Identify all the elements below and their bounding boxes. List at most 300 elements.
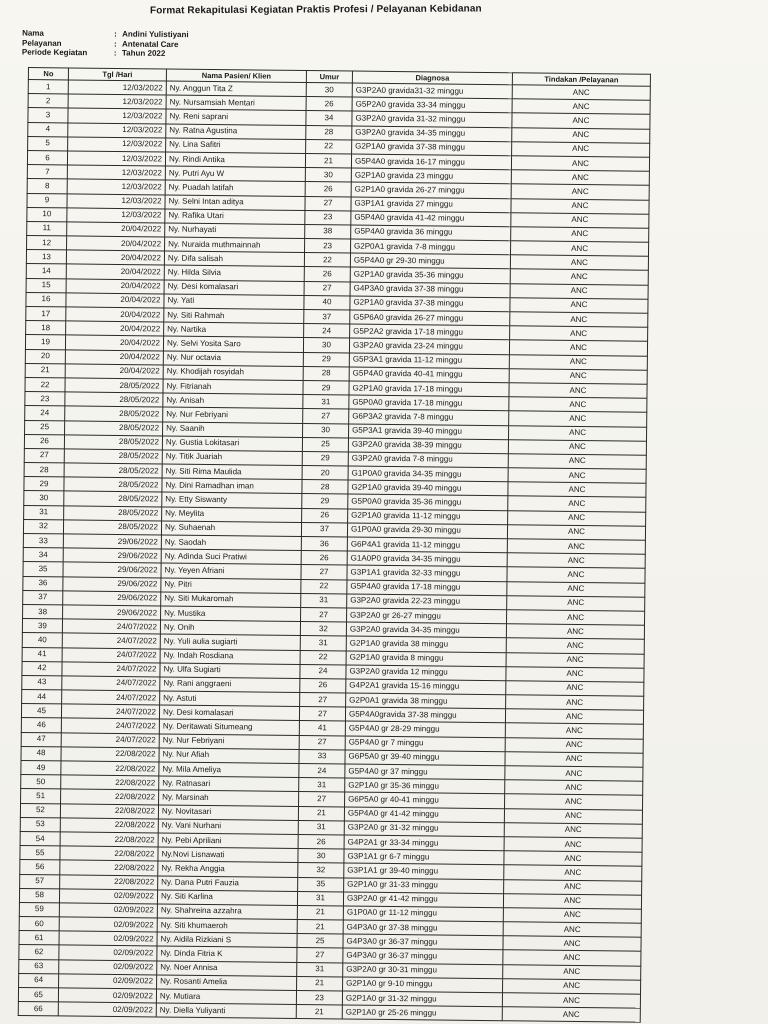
diagnosis: G4P3A0 gr 37-38 minggu: [343, 920, 503, 936]
diagnosis: G2P1A0 gr 31-32 minggu: [342, 991, 502, 1007]
service-type: ANC: [512, 127, 650, 143]
diagnosis: G2P1A0 gravida 26-27 minggu: [351, 182, 511, 198]
patient-age: 29: [303, 352, 349, 367]
service-type: ANC: [509, 340, 647, 356]
visit-date: 20/04/2022: [66, 279, 164, 294]
column-header-date: Tgl /Hari: [68, 68, 166, 81]
visit-date: 28/05/2022: [64, 506, 162, 521]
service-type: ANC: [512, 113, 650, 129]
row-number: 6: [27, 150, 67, 165]
service-type: ANC: [505, 737, 643, 753]
service-type: ANC: [510, 298, 648, 314]
row-number: 21: [25, 363, 65, 378]
diagnosis: G3P2A0 gr 41-42 minggu: [343, 892, 503, 908]
diagnosis: G2P1A0 gravida 37-38 minggu: [352, 140, 512, 156]
service-type: ANC: [507, 553, 645, 569]
patient-age: 31: [301, 593, 347, 608]
diagnosis: G6P5A0 gr 39-40 minggu: [345, 750, 505, 766]
row-number: 50: [21, 775, 61, 790]
patient-age: 30: [298, 849, 344, 864]
diagnosis: G4P2A1 gravida 15-16 minggu: [346, 679, 506, 695]
patient-name: Ny. Saanih: [163, 421, 303, 437]
service-type: ANC: [511, 184, 649, 200]
patient-age: 26: [304, 267, 350, 282]
document-meta: [22, 29, 322, 60]
patient-name: Ny. Titik Juariah: [162, 450, 302, 466]
visit-date: 12/03/2022: [67, 208, 165, 223]
patient-age: 27: [304, 281, 350, 296]
visit-date: 22/08/2022: [60, 860, 158, 875]
patient-age: 30: [305, 168, 351, 183]
visit-date: 12/03/2022: [67, 193, 165, 208]
visit-date: 12/03/2022: [68, 122, 166, 137]
diagnosis: G2P1A0 gravida 11-12 minggu: [348, 509, 508, 525]
meta-label: Pelayanan: [21, 38, 62, 48]
service-type: ANC: [507, 610, 645, 626]
diagnosis: G1P0A0 gravida 29-30 minggu: [347, 523, 507, 539]
patient-name: Ny. Saodah: [161, 535, 301, 551]
service-type: ANC: [505, 723, 643, 739]
patient-age: 22: [301, 579, 347, 594]
row-number: 32: [23, 519, 63, 534]
patient-age: 32: [300, 622, 346, 637]
patient-name: Ny. Nuraida muthmainnah: [165, 237, 305, 253]
patient-name: Ny. Siti Mukaromah: [161, 592, 301, 608]
row-number: 40: [22, 633, 62, 648]
service-type: ANC: [510, 326, 648, 342]
row-number: 42: [22, 661, 62, 676]
row-number: 37: [23, 590, 63, 605]
visit-date: 29/06/2022: [63, 576, 161, 591]
visit-date: 24/07/2022: [61, 718, 159, 733]
service-type: ANC: [502, 993, 640, 1009]
patient-age: 28: [303, 366, 349, 381]
diagnosis: G6P4A1 gravida 11-12 minggu: [347, 537, 507, 553]
row-number: 65: [18, 987, 58, 1002]
diagnosis: G2P1A0 gravida 8 minggu: [346, 650, 506, 666]
patient-name: Ny. Reni saprani: [166, 109, 306, 125]
diagnosis: G5P4A0 gravida 41-42 minggu: [351, 211, 511, 227]
service-type: ANC: [509, 354, 647, 370]
row-number: 14: [26, 264, 66, 279]
meta-label: Periode Kegiatan: [21, 47, 88, 58]
service-type: ANC: [506, 695, 644, 711]
patient-age: 24: [300, 664, 346, 679]
patient-age: 31: [303, 395, 349, 410]
visit-date: 29/06/2022: [63, 534, 161, 549]
patient-age: 27: [299, 792, 345, 807]
diagnosis: G2P1A0 gr 9-10 minggu: [343, 977, 503, 993]
visit-date: 24/07/2022: [62, 633, 160, 648]
row-number: 49: [21, 760, 61, 775]
patient-age: 31: [297, 962, 343, 977]
diagnosis: G5P4A0 gr 37 minggu: [345, 764, 505, 780]
patient-name: Ny. Putri Ayu W: [165, 166, 305, 182]
visit-date: 20/04/2022: [66, 250, 164, 265]
service-type: ANC: [512, 141, 650, 157]
patient-age: 21: [298, 806, 344, 821]
row-number: 18: [26, 321, 66, 336]
diagnosis: G5P0A0 gravida 17-18 minggu: [349, 395, 509, 411]
patient-age: 24: [304, 324, 350, 339]
row-number: 54: [20, 831, 60, 846]
patient-age: 30: [303, 338, 349, 353]
service-type: ANC: [509, 411, 647, 427]
meta-row: Pelayanan : Antenatal Care: [21, 38, 179, 49]
service-type: ANC: [503, 950, 641, 966]
diagnosis: G3P2A0 gravida 34-35 minggu: [346, 622, 506, 638]
patient-name: Ny. Siti khumaeroh: [157, 918, 297, 934]
service-type: ANC: [509, 383, 647, 399]
patient-name: Ny. Nursamsiah Mentari: [166, 95, 306, 111]
visit-date: 20/04/2022: [66, 307, 164, 322]
patient-name: Ny. Dini Ramadhan iman: [162, 478, 302, 494]
diagnosis: G3P2A0 gravida 34-35 minggu: [352, 126, 512, 142]
service-type: ANC: [509, 397, 647, 413]
patient-age: 27: [303, 409, 349, 424]
patient-name: Ny. Lina Safitri: [166, 138, 306, 154]
patient-age: 35: [298, 877, 344, 892]
patient-name: Ny. Vani Nurhani: [158, 819, 298, 835]
diagnosis: G3P2A0 gravida 7-8 minggu: [348, 452, 508, 468]
patient-age: 41: [299, 721, 345, 736]
service-type: ANC: [505, 709, 643, 725]
patient-age: 21: [297, 905, 343, 920]
diagnosis: G2P0A1 gravida 7-8 minggu: [351, 239, 511, 255]
row-number: 13: [26, 250, 66, 265]
patient-age: 31: [299, 778, 345, 793]
row-number: 44: [22, 690, 62, 705]
visit-date: 22/08/2022: [60, 846, 158, 861]
row-number: 29: [24, 477, 64, 492]
patient-age: 27: [299, 707, 345, 722]
patient-age: 21: [296, 1005, 342, 1020]
visit-date: 22/08/2022: [60, 874, 158, 889]
diagnosis: G5P4A0 gravida 40-41 minggu: [349, 367, 509, 383]
patient-age: 33: [299, 749, 345, 764]
service-type: ANC: [506, 666, 644, 682]
row-number: 20: [25, 349, 65, 364]
row-number: 12: [27, 236, 67, 251]
patient-name: Ny. Shahreina azzahra: [157, 904, 297, 920]
patient-age: 25: [302, 437, 348, 452]
diagnosis: G3P1A1 gravida 32-33 minggu: [347, 565, 507, 581]
patient-name: Ny. Mustika: [161, 606, 301, 622]
visit-date: 02/09/2022: [59, 945, 157, 960]
visit-date: 20/04/2022: [65, 364, 163, 379]
visit-date: 02/09/2022: [58, 988, 156, 1003]
diagnosis: G4P3A0 gr 36-37 minggu: [343, 934, 503, 950]
row-number: 47: [21, 732, 61, 747]
diagnosis: G3P2A0 gravida 38-39 minggu: [348, 438, 508, 454]
recap-table-wrapper: [18, 67, 651, 1023]
patient-age: 31: [300, 636, 346, 651]
patient-age: 34: [306, 111, 352, 126]
visit-date: 28/05/2022: [65, 378, 163, 393]
recap-table: [18, 67, 651, 1023]
visit-date: 12/03/2022: [67, 165, 165, 180]
diagnosis: G5P4A0gravida 37-38 minggu: [345, 707, 505, 723]
patient-name: Ny. Marsinah: [159, 790, 299, 806]
patient-age: 23: [296, 990, 342, 1005]
service-type: ANC: [508, 468, 646, 484]
diagnosis: G2P1A0 gravida 17-18 minggu: [349, 381, 509, 397]
row-number: 10: [27, 207, 67, 222]
service-type: ANC: [508, 482, 646, 498]
patient-age: 36: [301, 536, 347, 551]
visit-date: 12/03/2022: [68, 108, 166, 123]
service-type: ANC: [504, 822, 642, 838]
row-number: 62: [19, 945, 59, 960]
diagnosis: G6P3A2 gravida 7-8 minggu: [349, 409, 509, 425]
patient-name: Ny. Gustia Lokitasari: [162, 436, 302, 452]
service-type: ANC: [505, 780, 643, 796]
patient-name: Ny. Desi komalasari: [159, 705, 299, 721]
row-number: 38: [23, 604, 63, 619]
service-type: ANC: [512, 85, 650, 101]
patient-name: Ny. Yuli aulia sugiarti: [160, 634, 300, 650]
visit-date: 02/09/2022: [59, 974, 157, 989]
meta-value: Tahun 2022: [121, 48, 166, 58]
patient-name: Ny. Fitrianah: [163, 379, 303, 395]
patient-age: 26: [298, 834, 344, 849]
row-number: 59: [19, 902, 59, 917]
patient-age: 23: [305, 239, 351, 254]
patient-age: 21: [297, 976, 343, 991]
row-number: 43: [22, 675, 62, 690]
visit-date: 02/09/2022: [59, 931, 157, 946]
visit-date: 22/08/2022: [61, 775, 159, 790]
patient-name: Ny. Mila Ameliya: [159, 762, 299, 778]
diagnosis: G3P2A0 gr 31-32 minggu: [344, 821, 504, 837]
diagnosis: G3P1A1 gravida 27 minggu: [351, 197, 511, 213]
patient-name: Ny. Nur Febriyani: [163, 407, 303, 423]
visit-date: 12/03/2022: [67, 151, 165, 166]
row-number: 2: [28, 94, 68, 109]
diagnosis: G5P3A1 gravida 39-40 minggu: [349, 423, 509, 439]
service-type: ANC: [510, 269, 648, 285]
row-number: 41: [22, 647, 62, 662]
patient-name: Ny. Rindi Antika: [165, 152, 305, 168]
document-title: Format Rekapitulasi Kegiatan Praktis Profesi / Pelayanan Kebidanan: [149, 3, 482, 17]
diagnosis: G3P2A0 gravida 22-23 minggu: [347, 594, 507, 610]
patient-name: Ny. Meylita: [162, 507, 302, 523]
patient-age: 24: [299, 763, 345, 778]
diagnosis: G3P2A0 gr 26-27 minggu: [347, 608, 507, 624]
row-number: 56: [20, 860, 60, 875]
diagnosis: G2P1A0 gravida 23 minggu: [351, 168, 511, 184]
service-type: ANC: [511, 170, 649, 186]
visit-date: 02/09/2022: [59, 917, 157, 932]
service-type: ANC: [503, 922, 641, 938]
service-type: ANC: [508, 425, 646, 441]
visit-date: 20/04/2022: [66, 264, 164, 279]
patient-age: 27: [300, 693, 346, 708]
patient-name: Ny. Anggun Tita Z: [166, 81, 306, 97]
meta-row: Periode Kegiatan : Tahun 2022: [21, 47, 166, 58]
visit-date: 28/05/2022: [64, 435, 162, 450]
patient-age: 30: [303, 423, 349, 438]
row-number: 61: [19, 931, 59, 946]
visit-date: 20/04/2022: [66, 321, 164, 336]
visit-date: 28/05/2022: [63, 520, 161, 535]
column-header-no: No: [28, 68, 68, 80]
patient-age: 22: [300, 650, 346, 665]
diagnosis: G5P2A0 gravida 33-34 minggu: [352, 97, 512, 113]
patient-name: Ny. Nurhayati: [165, 223, 305, 239]
diagnosis: G5P4A0 gr 7 minggu: [345, 736, 505, 752]
row-number: 19: [25, 335, 65, 350]
service-type: ANC: [511, 227, 649, 243]
row-number: 58: [19, 888, 59, 903]
visit-date: 12/03/2022: [68, 94, 166, 109]
patient-name: Ny. Siti Karlina: [157, 890, 297, 906]
service-type: ANC: [502, 1007, 640, 1023]
service-type: ANC: [508, 496, 646, 512]
visit-date: 28/05/2022: [64, 491, 162, 506]
row-number: 64: [19, 973, 59, 988]
patient-name: Ny. Dana Putri Fauzia: [158, 875, 298, 891]
patient-age: 26: [301, 551, 347, 566]
visit-date: 28/05/2022: [64, 463, 162, 478]
diagnosis: G2P1A0 gravida 37-38 minggu: [350, 296, 510, 312]
diagnosis: G3P2A0 gravida 12 minggu: [346, 665, 506, 681]
visit-date: 29/06/2022: [63, 548, 161, 563]
column-header-patient-name: Nama Pasien/ Klien: [166, 69, 306, 83]
patient-age: 29: [302, 451, 348, 466]
patient-name: Ny. Aidila Rizkiani S: [157, 932, 297, 948]
visit-date: 20/04/2022: [67, 222, 165, 237]
row-number: 8: [27, 179, 67, 194]
visit-date: 12/03/2022: [67, 179, 165, 194]
patient-name: Ny. Dinda Fitria K: [157, 946, 297, 962]
service-type: ANC: [507, 595, 645, 611]
visit-date: 28/05/2022: [64, 449, 162, 464]
patient-name: Ny. Nartika: [164, 322, 304, 338]
row-number: 16: [26, 292, 66, 307]
diagnosis: G5P3A1 gravida 11-12 minggu: [349, 353, 509, 369]
diagnosis: G4P3A0 gr 36-37 minggu: [343, 948, 503, 964]
diagnosis: G2P1A0 gr 25-26 minggu: [342, 1005, 502, 1021]
patient-name: Ny. Hilda Silvia: [164, 265, 304, 281]
row-number: 35: [23, 562, 63, 577]
diagnosis: G1P0A0 gravida 34-35 minggu: [348, 466, 508, 482]
visit-date: 22/08/2022: [61, 747, 159, 762]
visit-date: 02/09/2022: [59, 903, 157, 918]
visit-date: 24/07/2022: [61, 733, 159, 748]
diagnosis: G2P1A0 gr 31-33 minggu: [344, 877, 504, 893]
visit-date: 22/08/2022: [61, 789, 159, 804]
service-type: ANC: [510, 241, 648, 257]
patient-name: Ny. Ulfa Sugiarti: [160, 663, 300, 679]
row-number: 4: [28, 122, 68, 137]
service-type: ANC: [506, 681, 644, 697]
service-type: ANC: [508, 510, 646, 526]
service-type: ANC: [503, 893, 641, 909]
diagnosis: G5P0A0 gravida 35-36 minggu: [348, 494, 508, 510]
diagnosis: G1A0P0 gravida 34-35 minggu: [347, 551, 507, 567]
service-type: ANC: [507, 567, 645, 583]
patient-age: 37: [304, 309, 350, 324]
patient-name: Ny. Adinda Suci Pratiwi: [161, 549, 301, 565]
service-type: ANC: [507, 539, 645, 555]
patient-name: Ny. Rosanti Amelia: [157, 975, 297, 991]
patient-age: 22: [306, 139, 352, 154]
patient-age: 20: [302, 466, 348, 481]
patient-age: 27: [297, 948, 343, 963]
service-type: ANC: [504, 851, 642, 867]
service-type: ANC: [506, 652, 644, 668]
visit-date: 02/09/2022: [59, 889, 157, 904]
diagnosis: G3P1A1 gr 39-40 minggu: [344, 863, 504, 879]
row-number: 7: [27, 165, 67, 180]
diagnosis: G3P2A0 gravida 23-24 minggu: [349, 338, 509, 354]
patient-age: 26: [300, 678, 346, 693]
row-number: 39: [22, 619, 62, 634]
patient-name: Ny. Diella Yuliyanti: [156, 1003, 296, 1019]
diagnosis: G5P4A0 gravida 17-18 minggu: [347, 580, 507, 596]
visit-date: 28/05/2022: [65, 406, 163, 421]
row-number: 11: [27, 221, 67, 236]
table-body: [18, 80, 650, 1023]
patient-name: Ny. Khodijah rosyidah: [163, 365, 303, 381]
diagnosis: G2P1A0 gravida 38 minggu: [346, 636, 506, 652]
row-number: 33: [23, 533, 63, 548]
row-number: 66: [18, 1002, 58, 1017]
patient-name: Ny. Puadah latifah: [165, 180, 305, 196]
service-type: ANC: [505, 766, 643, 782]
patient-age: 21: [297, 920, 343, 935]
visit-date: 24/07/2022: [61, 704, 159, 719]
visit-date: 12/03/2022: [68, 80, 166, 95]
patient-name: Ny. Etty Siswanty: [162, 492, 302, 508]
visit-date: 20/04/2022: [65, 335, 163, 350]
patient-name: Ny. Anisah: [163, 393, 303, 409]
service-type: ANC: [505, 794, 643, 810]
diagnosis: G5P4A0 gr 41-42 minggu: [344, 807, 504, 823]
patient-age: 38: [305, 224, 351, 239]
meta-label: Nama: [22, 28, 44, 38]
diagnosis: G5P4A0 gr 28-29 minggu: [345, 721, 505, 737]
diagnosis: G5P2A2 gravida 17-18 minggu: [350, 324, 510, 340]
row-number: 36: [23, 576, 63, 591]
patient-age: 26: [306, 97, 352, 112]
patient-age: 37: [301, 522, 347, 537]
row-number: 3: [28, 108, 68, 123]
row-number: 34: [23, 548, 63, 563]
row-number: 9: [27, 193, 67, 208]
visit-date: 02/09/2022: [58, 1002, 156, 1017]
visit-date: 20/04/2022: [66, 293, 164, 308]
diagnosis: G5P4A0 gravida 36 minggu: [351, 225, 511, 241]
patient-age: 27: [301, 565, 347, 580]
row-number: 1: [28, 80, 68, 95]
diagnosis: G3P2A0 gravida 31-32 minggu: [352, 111, 512, 127]
diagnosis: G2P1A0 gr 35-36 minggu: [345, 778, 505, 794]
visit-date: 02/09/2022: [59, 960, 157, 975]
service-type: ANC: [503, 908, 641, 924]
patient-age: 26: [302, 508, 348, 523]
patient-name: Ny. Siti Rima Maulida: [162, 464, 302, 480]
row-number: 52: [20, 803, 60, 818]
patient-age: 31: [297, 891, 343, 906]
visit-date: 20/04/2022: [67, 236, 165, 251]
diagnosis: G2P1A0 gravida 35-36 minggu: [350, 267, 510, 283]
service-type: ANC: [511, 198, 649, 214]
service-type: ANC: [510, 283, 648, 299]
visit-date: 12/03/2022: [68, 137, 166, 152]
patient-name: Ny. Nur octavia: [163, 351, 303, 367]
